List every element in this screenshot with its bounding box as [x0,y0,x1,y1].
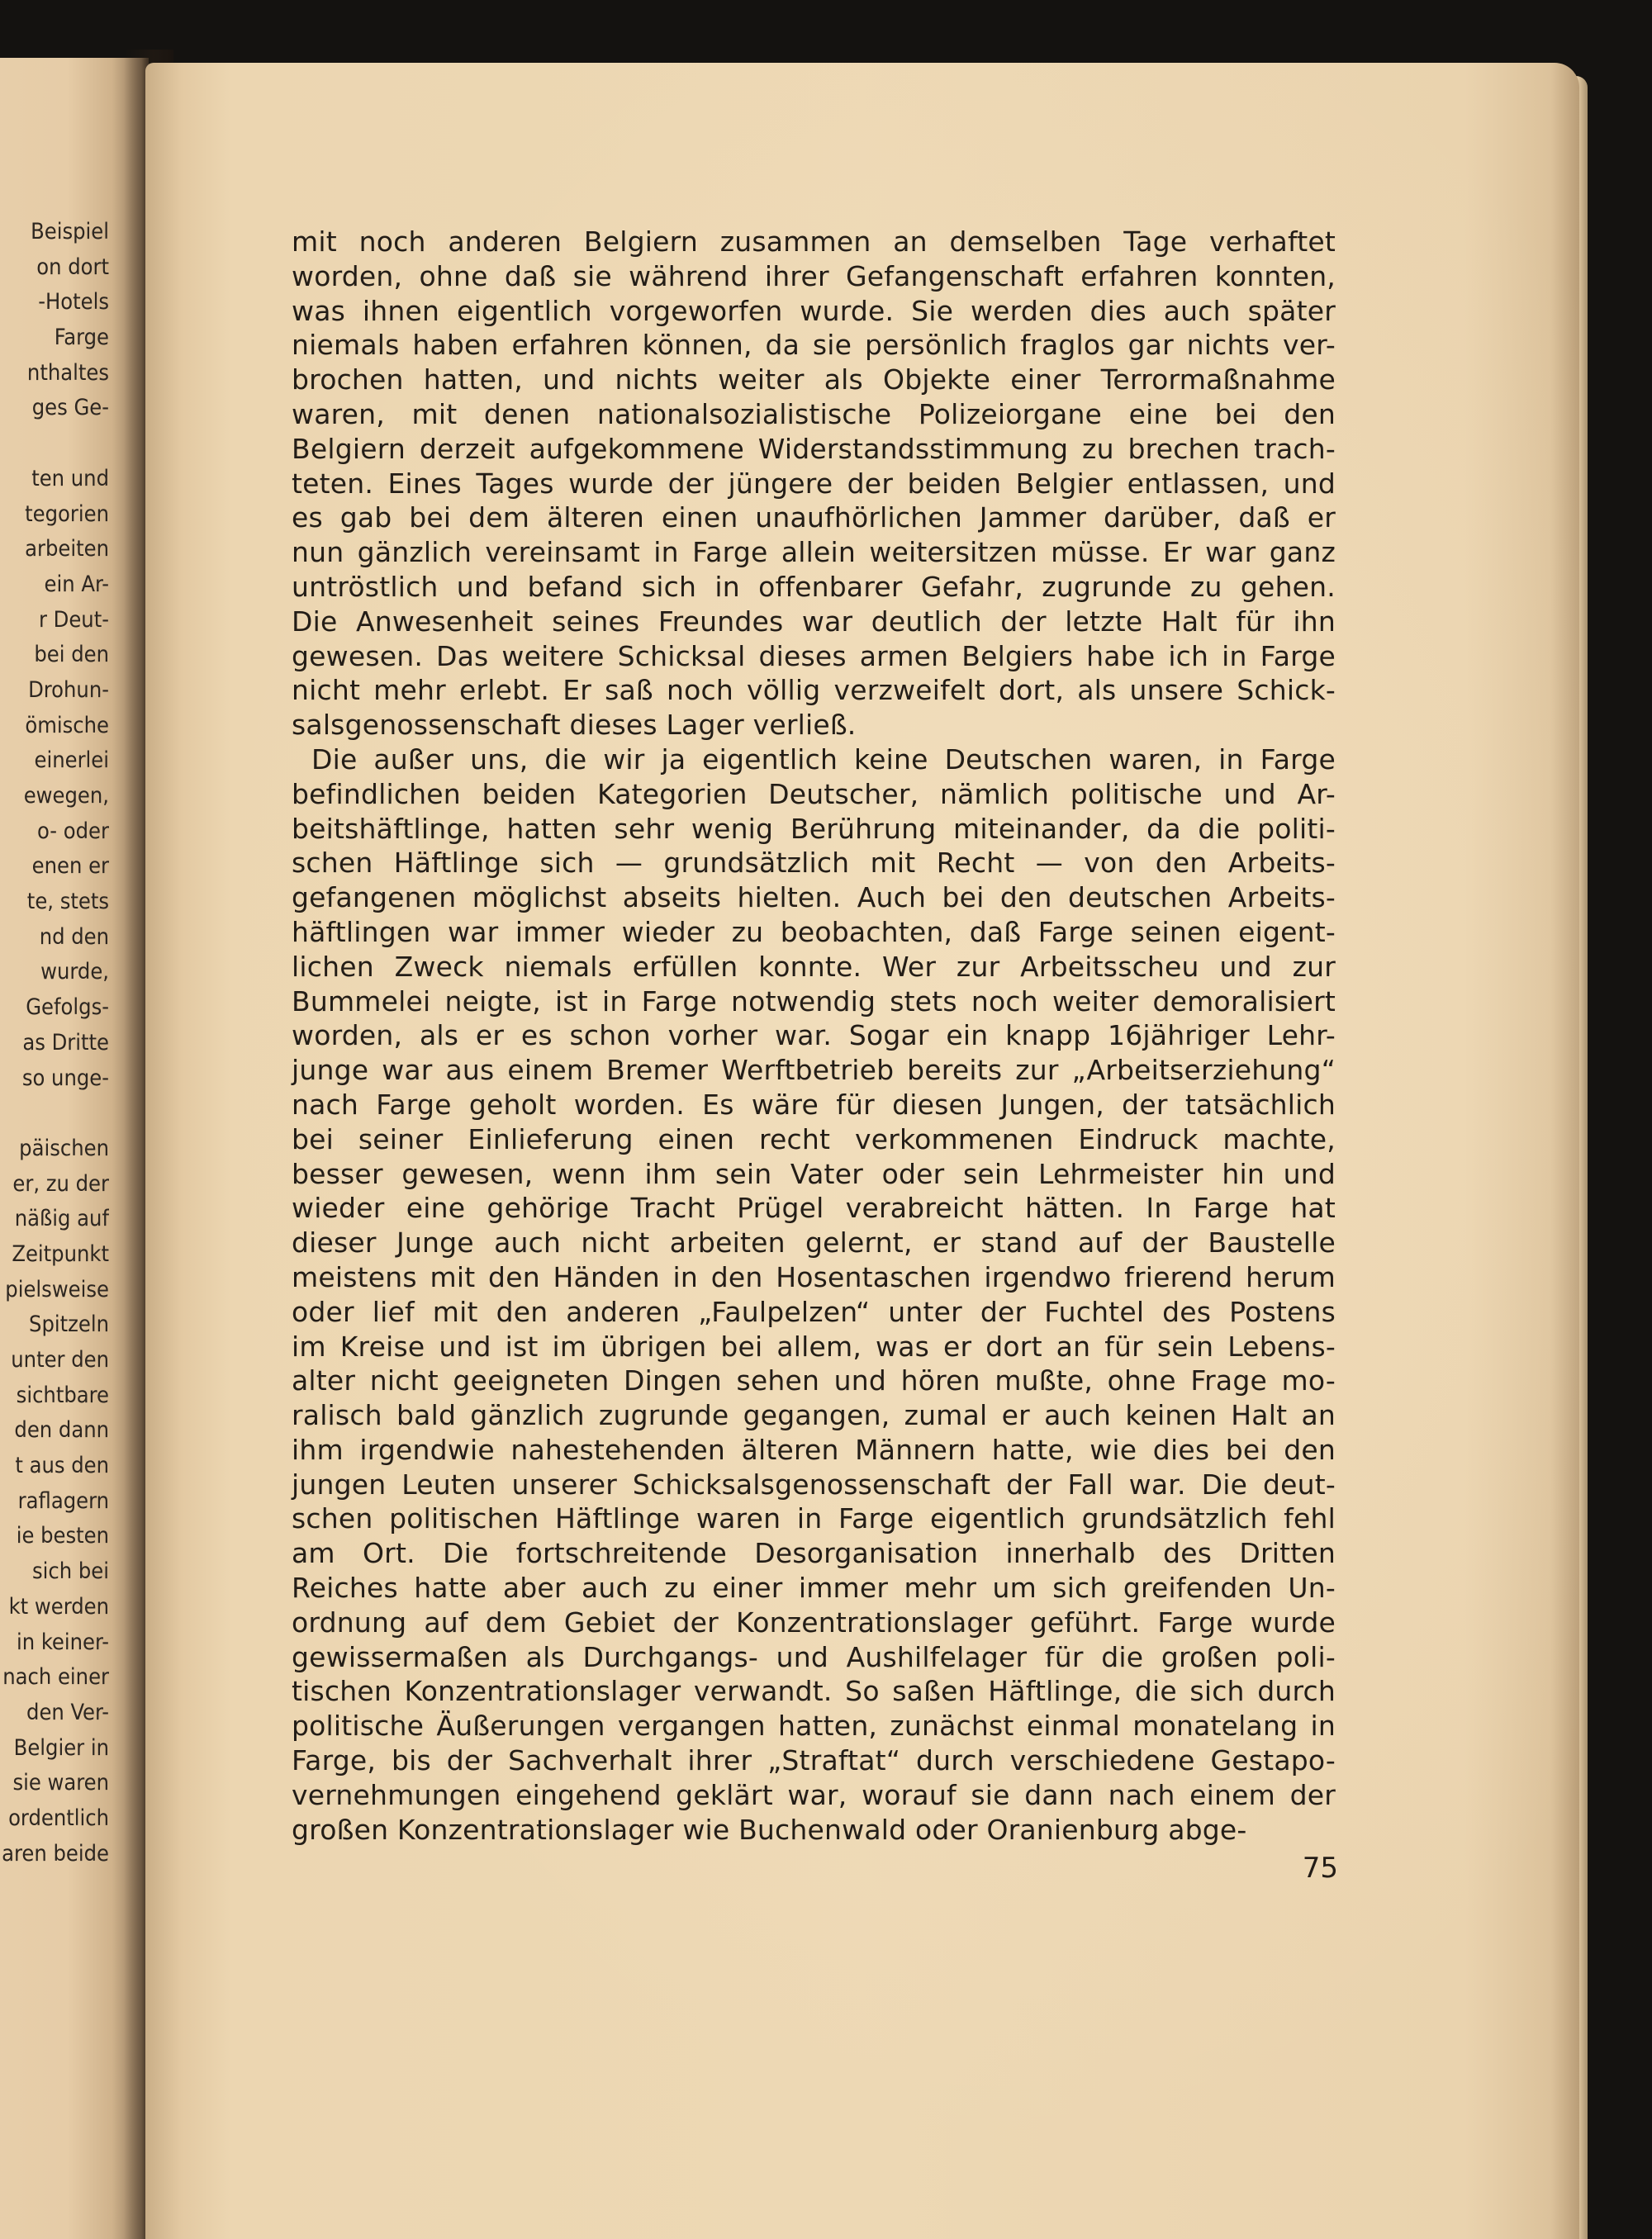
facing-page-line: arbeiten [25,536,109,562]
text-line: was ihnen eigentlich vorgeworfen wurde. Sie werden dies auch später [292,294,1336,327]
text-line: mit noch anderen Belgiern zusammen an demselben Tage verhaftet [292,225,1336,258]
facing-page-line: on dort [36,254,109,280]
facing-page-line: aren beide [2,1840,109,1867]
facing-page-line: ein Ar- [44,571,109,597]
text-line: Reiches hatte aber auch zu einer immer mehr um sich greifenden Un- [292,1572,1336,1605]
text-line: politische Äußerungen vergangen hatten, zunächst einmal monatelang in [292,1710,1336,1743]
facing-page-line: den dann [14,1417,109,1444]
text-line: meistens mit den Händen in den Hosentaschen irgendwo frierend herum [292,1260,1336,1293]
text-line: großen Konzentrationslager wie Buchenwald oder Oranienburg abge- [292,1813,1247,1846]
page-body-text [292,225,1336,1847]
text-line: es gab bei dem älteren einen unaufhörlichen Jammer darüber, daß er [292,501,1336,534]
text-line: bei seiner Einlieferung einen recht verkommenen Eindruck machte, [292,1122,1336,1155]
facing-page-line: tegorien [25,500,109,527]
text-line: alter nicht geeigneten Dingen sehen und hören mußte, ohne Frage mo- [292,1364,1336,1397]
text-line: tischen Konzentrationslager verwandt. So saßen Häftlinge, die sich durch [292,1675,1336,1708]
text-line: besser gewesen, wenn ihm sein Vater oder sein Lehrmeister hin und [292,1157,1336,1190]
text-line: worden, ohne daß sie während ihrer Gefangenschaft erfahren konnten, [292,259,1336,292]
facing-page-line: sichtbare [16,1382,109,1408]
facing-page-line: in keiner- [16,1629,109,1655]
facing-page-line: nd den [39,923,109,950]
text-line: Die Anwesenheit seines Freundes war deutlich der letzte Halt für ihn [292,605,1336,638]
text-line: worden, als er es schon vorher war. Sogar ein knapp 16jähriger Lehr- [292,1019,1336,1052]
text-line: niemals haben erfahren können, da sie persönlich fraglos gar nichts ver- [292,329,1336,362]
facing-page-line: -Hotels [38,289,109,315]
text-line: dieser Junge auch nicht arbeiten gelernt, er stand auf der Baustelle [292,1226,1336,1259]
facing-page-line: r Deut- [38,606,109,633]
text-line: schen Häftlinge sich — grundsätzlich mit Recht — von den Arbeits- [292,847,1336,880]
facing-page-line: nthaltes [26,359,109,386]
facing-page-line: Belgier in [13,1734,109,1761]
text-line: schen politischen Häftlinge waren in Farge eigentlich grundsätzlich fehl [292,1502,1336,1535]
facing-page-line: wurde, [40,959,109,985]
facing-page-line: ordentlich [8,1805,109,1831]
facing-page-line: so unge- [21,1065,109,1091]
text-line: salsgenossenschaft dieses Lager verließ. [292,709,857,742]
facing-page-line: Spitzeln [29,1312,109,1338]
facing-page-line: pielsweise [5,1276,109,1302]
text-line: ralisch bald gänzlich zugrunde gegangen, zumal er auch keinen Halt an [292,1399,1336,1432]
text-line: häftlingen war immer wieder zu beobachten, daß Farge seinen eigent- [292,915,1336,948]
text-line: beitshäftlinge, hatten sehr wenig Berührung miteinander, da die politi- [292,812,1336,845]
facing-page-line: nach einer [2,1664,109,1691]
facing-page-line [0,426,109,462]
facing-page-line: einerlei [34,747,109,774]
text-line: teten. Eines Tages wurde der jüngere der beiden Belgier entlassen, und [292,467,1336,500]
text-line: wieder eine gehörige Tracht Prügel verabreicht hätten. In Farge hat [292,1192,1336,1225]
text-line: ihm irgendwie nahestehenden älteren Männern hatte, wie dies bei den [292,1433,1336,1466]
text-line: waren, mit denen nationalsozialistische Polizeiorgane eine bei den [292,397,1336,430]
facing-page-line: t aus den [15,1453,109,1479]
facing-page-line: näßig auf [14,1206,109,1232]
text-line: Die außer uns, die wir ja eigentlich keine Deutschen waren, in Farge [311,742,1336,776]
text-line: ordnung auf dem Gebiet der Konzentrationslager geführt. Farge wurde [292,1606,1336,1639]
page-number: 75 [1302,1852,1338,1885]
text-line: befindlichen beiden Kategorien Deutscher, nämlich politische und Ar- [292,777,1336,810]
text-line: jungen Leuten unserer Schicksalsgenossenschaft der Fall war. Die deut- [292,1468,1336,1501]
text-line: Bummelei neigte, ist in Farge notwendig stets noch weiter demoralisiert [292,984,1336,1018]
facing-page-line: as Dritte [22,1029,109,1055]
text-line: junge war aus einem Bremer Werftbetrieb bereits zur „Arbeitserziehung“ [292,1054,1336,1087]
facing-page-line: kt werden [8,1593,109,1620]
facing-page-line: den Ver- [26,1699,109,1725]
facing-page-line: sich bei [32,1558,109,1585]
facing-page-line: Drohun- [28,676,109,703]
text-line: oder lief mit den anderen „Faulpelzen“ unter der Fuchtel des Postens [292,1295,1336,1328]
text-line: gewesen. Das weitere Schicksal dieses armen Belgiers habe ich in Farge [292,639,1336,672]
facing-page-line: unter den [11,1347,109,1373]
text-line: nach Farge geholt worden. Es wäre für diesen Jungen, der tatsächlich [292,1088,1336,1121]
facing-page-line: ie besten [16,1523,109,1549]
facing-page-line: raflagern [17,1487,109,1514]
text-line: nicht mehr erlebt. Er saß noch völlig verzweifelt dort, als unsere Schick- [292,674,1336,707]
facing-page-line: er, zu der [12,1170,109,1197]
text-line: brochen hatten, und nichts weiter als Objekte einer Terrormaßnahme [292,363,1336,396]
facing-page-line: Zeitpunkt [12,1240,109,1267]
facing-page-line: päischen [19,1135,109,1161]
facing-page-line: Farge [54,325,109,351]
facing-page-line: sie waren [12,1770,109,1796]
text-line: lichen Zweck niemals erfüllen konnte. Wer zur Arbeitsscheu und zur [292,950,1336,983]
facing-page-line: ewegen, [23,783,109,809]
facing-page-line: Gefolgs- [26,994,109,1021]
text-line: am Ort. Die fortschreitende Desorganisation innerhalb des Dritten [292,1537,1336,1570]
text-line: untröstlich und befand sich in offenbarer Gefahr, zugrunde zu gehen. [292,570,1336,603]
facing-page-line: enen er [31,853,109,880]
facing-page-line: ömische [25,712,109,738]
facing-page-text [0,215,109,1871]
facing-page-line: Beispiel [31,219,109,244]
text-line: Belgiern derzeit aufgekommene Widerstandsstimmung zu brechen trach- [292,432,1336,465]
facing-page-line: o- oder [36,818,109,844]
facing-page-line: te, stets [26,889,109,915]
text-line: im Kreise und ist im übrigen bei allem, was er dort an für sein Lebens- [292,1330,1336,1363]
text-line: vernehmungen eingehend geklärt war, worauf sie dann nach einem der [292,1778,1336,1811]
text-line: nun gänzlich vereinsamt in Farge allein weitersitzen müsse. Er war ganz [292,536,1336,569]
text-line: gefangenen möglichst abseits hielten. Auch bei den deutschen Arbeits- [292,881,1336,914]
facing-page-line: ges Ge- [31,395,109,421]
text-line: Farge, bis der Sachverhalt ihrer „Straftat“ durch verschiedene Gestapo- [292,1744,1336,1777]
facing-page-line [0,1096,109,1131]
text-line: gewissermaßen als Durchgangs- und Aushilfelager für die großen poli- [292,1640,1336,1673]
facing-page-line: bei den [34,642,109,668]
facing-page-line: ten und [31,465,109,491]
